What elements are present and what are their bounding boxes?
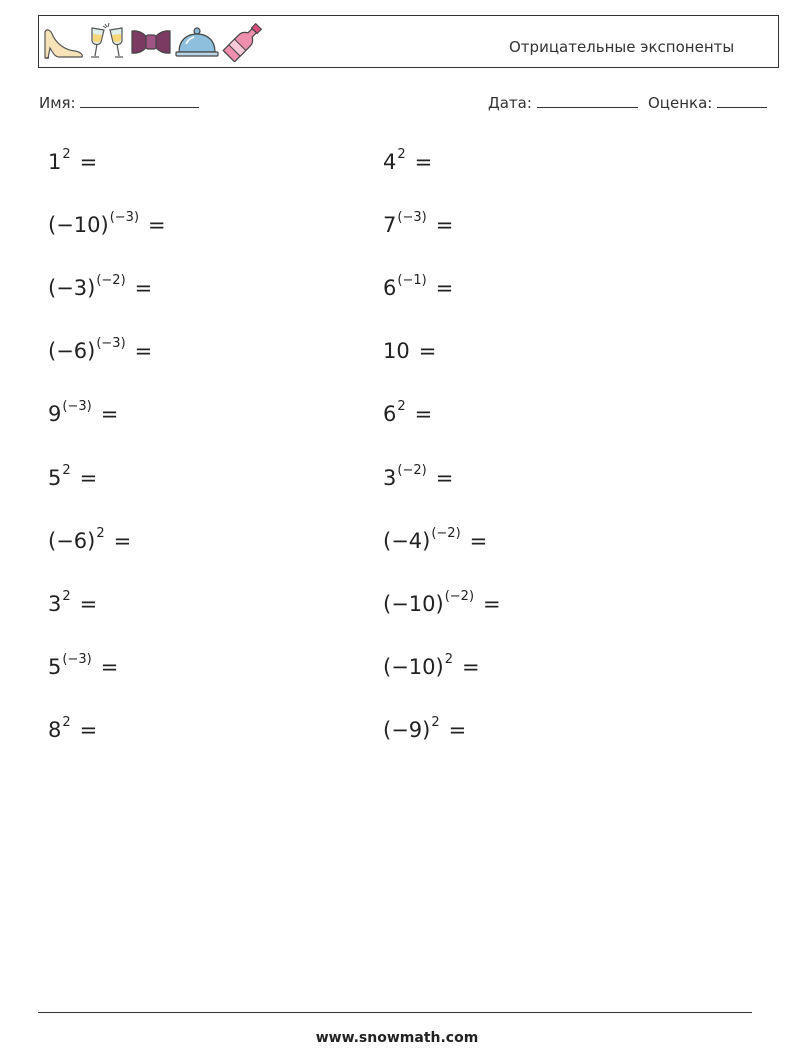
problem-base: 8: [48, 717, 62, 742]
problem-item: [383, 714, 467, 742]
date-label: Дата:: [488, 94, 532, 112]
high-heel-shoe-icon: [41, 22, 85, 62]
equals-sign: =: [79, 591, 98, 616]
problem-exponent: (−3): [397, 210, 427, 226]
problem-exponent: 2: [431, 714, 440, 730]
problem-exponent: (−2): [397, 462, 427, 478]
equals-sign: =: [469, 528, 488, 553]
worksheet-header: [38, 15, 779, 68]
problem-exponent: 2: [62, 462, 71, 478]
name-blank: [80, 93, 199, 108]
equals-sign: =: [100, 654, 119, 679]
problem-item: [383, 339, 436, 363]
problem-item: [383, 210, 454, 238]
problem-exponent: (−3): [109, 210, 140, 226]
problem-item: [48, 651, 119, 679]
problem-item: [383, 399, 433, 427]
equals-sign: =: [483, 591, 501, 616]
problem-exponent: 2: [62, 714, 71, 730]
problem-item: [383, 273, 454, 301]
problem-exponent: 2: [444, 651, 453, 667]
equals-sign: =: [435, 276, 454, 301]
problem-base: 3: [48, 591, 62, 616]
problem-item: [48, 462, 98, 490]
problem-item: [383, 147, 433, 174]
problem-base: (−10): [383, 654, 444, 679]
problem-item: [48, 273, 153, 301]
problem-item: [383, 525, 488, 553]
problem-item: [48, 210, 166, 238]
problem-item: [383, 462, 454, 490]
problem-base: 1: [48, 150, 62, 174]
page-title: Отрицательные экспоненты: [509, 38, 735, 56]
problem-base: 9: [48, 402, 62, 427]
problem-item: [48, 525, 132, 553]
equals-sign: =: [134, 276, 153, 301]
equals-sign: =: [148, 213, 166, 238]
problem-exponent: 2: [397, 399, 406, 415]
equals-sign: =: [414, 402, 433, 427]
problem-exponent: (−2): [444, 588, 475, 604]
problem-exponent: (−2): [431, 525, 461, 541]
problem-exponent: 2: [62, 588, 71, 604]
equals-sign: =: [79, 150, 98, 174]
problem-exponent: 2: [397, 147, 406, 162]
problem-exponent: (−3): [62, 399, 92, 415]
problem-exponent: (−1): [397, 273, 427, 289]
problem-base: 4: [383, 150, 397, 174]
problem-exponent: 2: [62, 147, 71, 162]
problem-base: (−4): [383, 528, 431, 553]
grade-field: [648, 93, 767, 112]
equals-sign: =: [100, 402, 119, 427]
problem-item: [48, 714, 98, 742]
footer-url: www.snowmath.com: [315, 1030, 479, 1046]
problem-base: (−10): [48, 213, 109, 238]
problem-base: (−9): [383, 717, 431, 742]
problem-item: [383, 588, 501, 616]
serving-cloche-icon: [174, 22, 220, 62]
header-icons: [41, 21, 265, 63]
equals-sign: =: [79, 717, 98, 742]
problem-base: 6: [383, 402, 397, 427]
problem-item: [48, 399, 119, 427]
problem-base: (−6): [48, 339, 96, 364]
problem-base: (−3): [48, 276, 96, 301]
grade-label: Оценка:: [648, 94, 713, 112]
problem-item: [48, 147, 98, 174]
problem-item: [383, 651, 480, 679]
problem-base: (−10): [383, 591, 444, 616]
equals-sign: =: [113, 528, 132, 553]
equals-sign: =: [134, 339, 153, 364]
problem-base: 5: [48, 654, 62, 679]
problem-exponent: (−2): [96, 273, 126, 289]
champagne-glasses-icon: [86, 22, 128, 62]
bow-tie-icon: [129, 22, 173, 62]
name-label: Имя:: [39, 94, 76, 112]
grade-blank: [717, 93, 767, 108]
problem-base: 3: [383, 465, 397, 490]
problem-base: 6: [383, 276, 397, 301]
problem-exponent: (−3): [62, 651, 92, 667]
equals-sign: =: [418, 339, 437, 364]
problem-base: (−6): [48, 528, 96, 553]
footer-divider: [38, 1012, 752, 1013]
champagne-bottle-icon: [221, 22, 265, 62]
equals-sign: =: [448, 717, 467, 742]
problem-item: [48, 336, 153, 364]
problem-exponent: 2: [96, 525, 105, 541]
problem-base: 10: [383, 339, 410, 364]
equals-sign: =: [79, 465, 98, 490]
name-field: [39, 93, 199, 112]
date-blank: [537, 93, 638, 108]
problem-exponent: (−3): [96, 336, 126, 352]
equals-sign: =: [435, 465, 454, 490]
problem-base: 7: [383, 213, 397, 238]
equals-sign: =: [414, 150, 433, 174]
date-field: [488, 93, 638, 112]
equals-sign: =: [461, 654, 480, 679]
problem-item: [48, 588, 98, 616]
equals-sign: =: [435, 213, 454, 238]
problem-base: 5: [48, 465, 62, 490]
